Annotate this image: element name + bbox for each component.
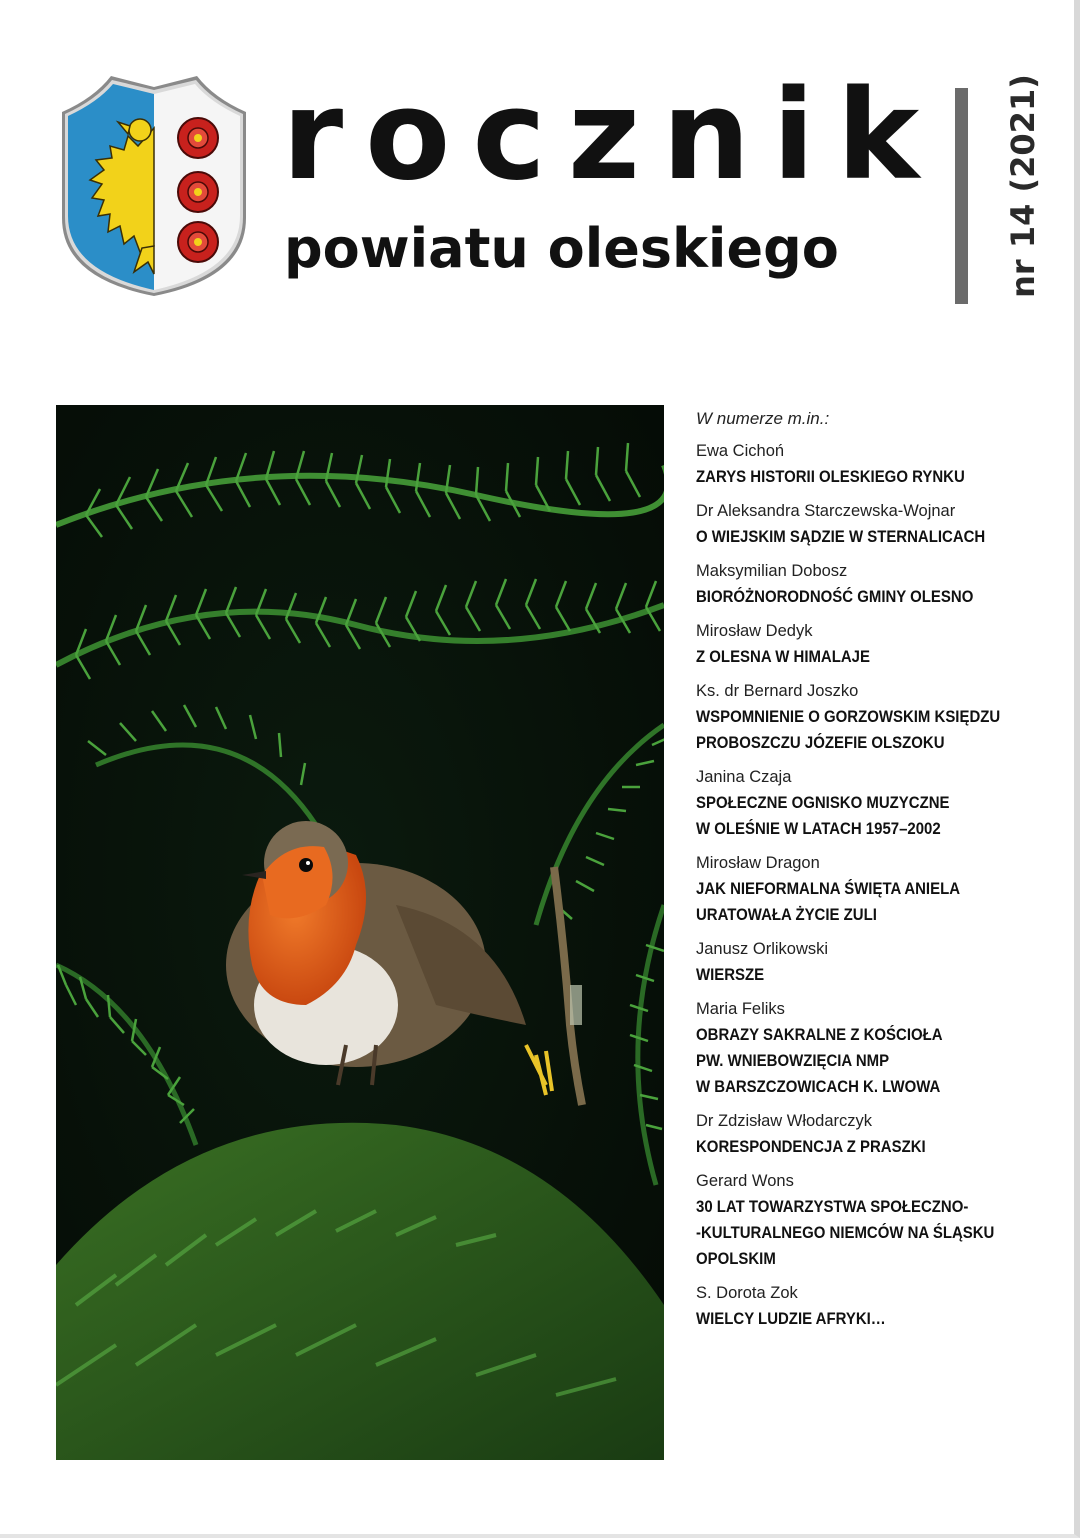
toc-item (696, 680, 1058, 756)
magazine-title: rocznik (282, 64, 942, 208)
issue-number: nr 14 (2021) (1004, 74, 1042, 298)
toc-author: Mirosław Dedyk (696, 622, 813, 640)
toc-title: WIELCY LUDZIE AFRYKI… (696, 1309, 886, 1328)
toc-title: JAK NIEFORMALNA ŚWIĘTA ANIELA URATOWAŁA ŻYCIE ZULI (696, 879, 961, 924)
toc-item (696, 620, 1058, 670)
toc-title: OBRAZY SAKRALNE Z KOŚCIOŁA PW. WNIEBOWZIĘCIA NMP W BARSZCZOWICACH K. LWOWA (696, 1025, 943, 1096)
coat-of-arms (58, 76, 250, 296)
rose-bottom-icon (178, 222, 218, 262)
toc-item (696, 560, 1058, 610)
toc-title: WSPOMNIENIE O GORZOWSKIM KSIĘDZU PROBOSZCZU JÓZEFIE OLSZOKU (696, 707, 1001, 752)
toc-title: 30 LAT TOWARZYSTWA SPOŁECZNO- -KULTURALNEGO NIEMCÓW NA ŚLĄSKU OPOLSKIM (696, 1197, 995, 1268)
toc-author: Dr Zdzisław Włodarczyk (696, 1112, 873, 1130)
toc-author: S. Dorota Zok (696, 1284, 798, 1302)
toc-title: WIERSZE (696, 965, 765, 984)
toc-title: KORESPONDENCJA Z PRASZKI (696, 1137, 926, 1156)
toc-item (696, 1282, 1058, 1332)
toc-title: ZARYS HISTORII OLESKIEGO RYNKU (696, 467, 965, 486)
toc-title: Z OLESNA W HIMALAJE (696, 647, 870, 666)
toc-item (696, 440, 1058, 490)
toc-item (696, 998, 1058, 1100)
toc-author: Gerard Wons (696, 1172, 794, 1190)
toc-author: Mirosław Dragon (696, 854, 820, 872)
table-of-contents (688, 408, 1058, 1342)
toc-author: Janina Czaja (696, 768, 792, 786)
divider-bar (955, 88, 968, 304)
toc-item (696, 1170, 1058, 1272)
toc-item (696, 500, 1058, 550)
magazine-subtitle: powiatu oleskiego (284, 217, 839, 280)
toc-author: Maria Feliks (696, 1000, 785, 1018)
rose-middle-icon (178, 172, 218, 212)
toc-item (696, 766, 1058, 842)
toc-item (696, 1110, 1058, 1160)
toc-title: BIORÓŻNORODNOŚĆ GMINY OLESNO (696, 587, 974, 606)
cover-photo (56, 405, 664, 1460)
toc-author: Ks. dr Bernard Joszko (696, 682, 859, 700)
toc-author: Ewa Cichoń (696, 442, 785, 460)
rose-top-icon (178, 118, 218, 158)
toc-title: O WIEJSKIM SĄDZIE W STERNALICACH (696, 527, 986, 546)
toc-item (696, 938, 1058, 988)
issue-number-block (1000, 74, 1046, 298)
toc-title: SPOŁECZNE OGNISKO MUZYCZNE W OLEŚNIE W LATACH 1957–2002 (696, 793, 950, 838)
toc-intro: W numerze m.in.: (696, 409, 830, 428)
toc-author: Dr Aleksandra Starczewska-Wojnar (696, 502, 956, 520)
toc-author: Maksymilian Dobosz (696, 562, 848, 580)
toc-author: Janusz Orlikowski (696, 940, 829, 958)
toc-item (696, 852, 1058, 928)
